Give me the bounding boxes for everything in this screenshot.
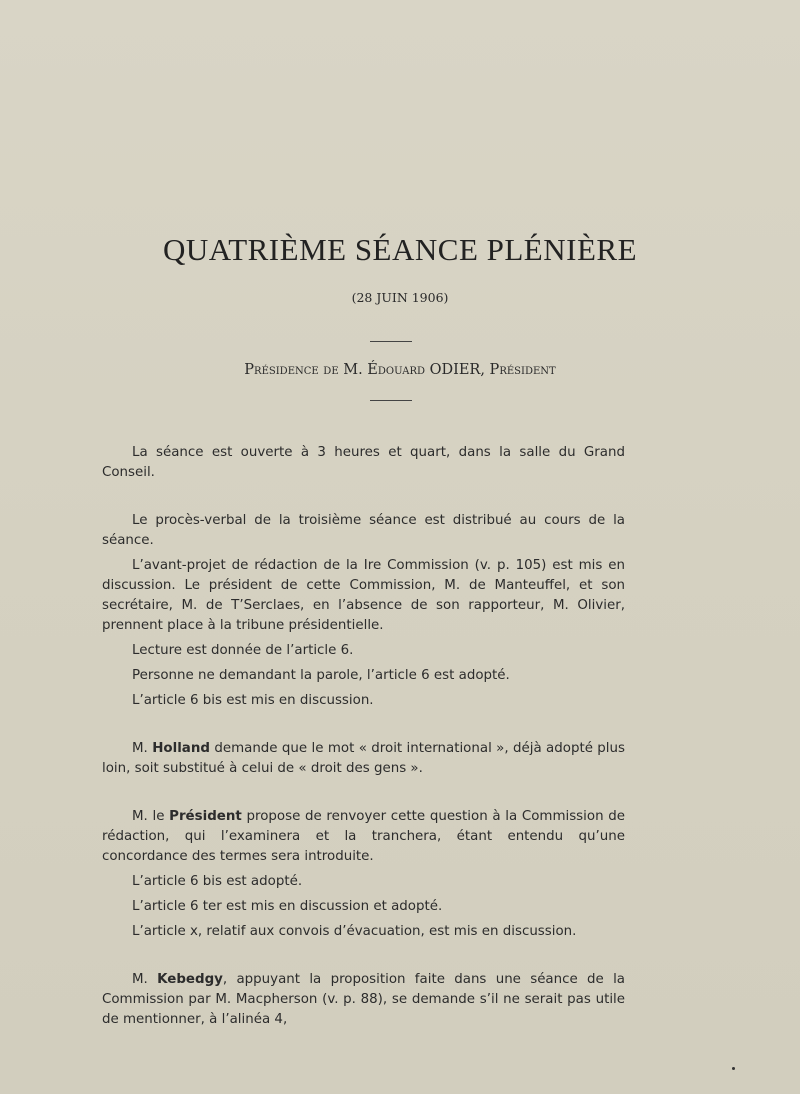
page-title: QUATRIÈME SÉANCE PLÉNIÈRE bbox=[162, 232, 638, 267]
paragraph-article-6-adopte: Personne ne demandant la parole, l’article 6 est adopté. bbox=[132, 668, 510, 683]
divider-top bbox=[370, 341, 412, 342]
session-date: (28 JUIN 1906) bbox=[351, 290, 449, 305]
speaker-name: Kebedgy bbox=[157, 972, 223, 987]
paragraph-opening: La séance est ouverte à 3 heures et quart, dans la salle du Grand Conseil. bbox=[102, 445, 625, 480]
minutes-body bbox=[102, 443, 625, 1035]
paragraph-president: M. le Président propose de renvoyer cette question à la Commission de rédaction, qui l’examinera et la tranchera, étant entendu qu’une concordance des termes sera introduite. bbox=[102, 809, 625, 864]
paragraph-holland: M. Holland demande que le mot « droit international », déjà adopté plus loin, soit substitué à celui de « droit des gens ». bbox=[102, 741, 625, 776]
paragraph-article-x: L’article x, relatif aux convois d’évacuation, est mis en discussion. bbox=[132, 924, 577, 939]
paragraph-article-6bis-discussion: L’article 6 bis est mis en discussion. bbox=[132, 693, 374, 708]
presidency-line: Présidence de M. Édouard ODIER, Président bbox=[244, 362, 556, 378]
paragraph-kebedgy: M. Kebedgy, appuyant la proposition faite dans une séance de la Commission par M. Macpherson (v. p. 88), se demande s’il ne serait pas utile de mentionner, à l’alinéa 4, bbox=[102, 972, 625, 1027]
paragraph-lecture: Lecture est donnée de l’article 6. bbox=[132, 643, 354, 658]
speaker-name: Président bbox=[169, 809, 242, 824]
paragraph-proces-verbal: Le procès-verbal de la troisième séance est distribué au cours de la séance. bbox=[102, 513, 625, 548]
paragraph-article-6bis-adopte: L’article 6 bis est adopté. bbox=[132, 874, 303, 889]
paragraph-avant-projet: L’avant-projet de rédaction de la Ire Commission (v. p. 105) est mis en discussion. Le président de cette Commission, M. de Manteuffel, et son secrétaire, M. de T’Serclaes, en l’absence de son rapporteur, M. Olivier, prennent place à la tribune présidentielle. bbox=[102, 558, 625, 633]
speaker-name: Holland bbox=[152, 741, 210, 756]
paragraph-article-6ter: L’article 6 ter est mis en discussion et adopté. bbox=[132, 899, 443, 914]
divider-bottom bbox=[370, 400, 412, 401]
ink-speck bbox=[732, 1067, 735, 1070]
